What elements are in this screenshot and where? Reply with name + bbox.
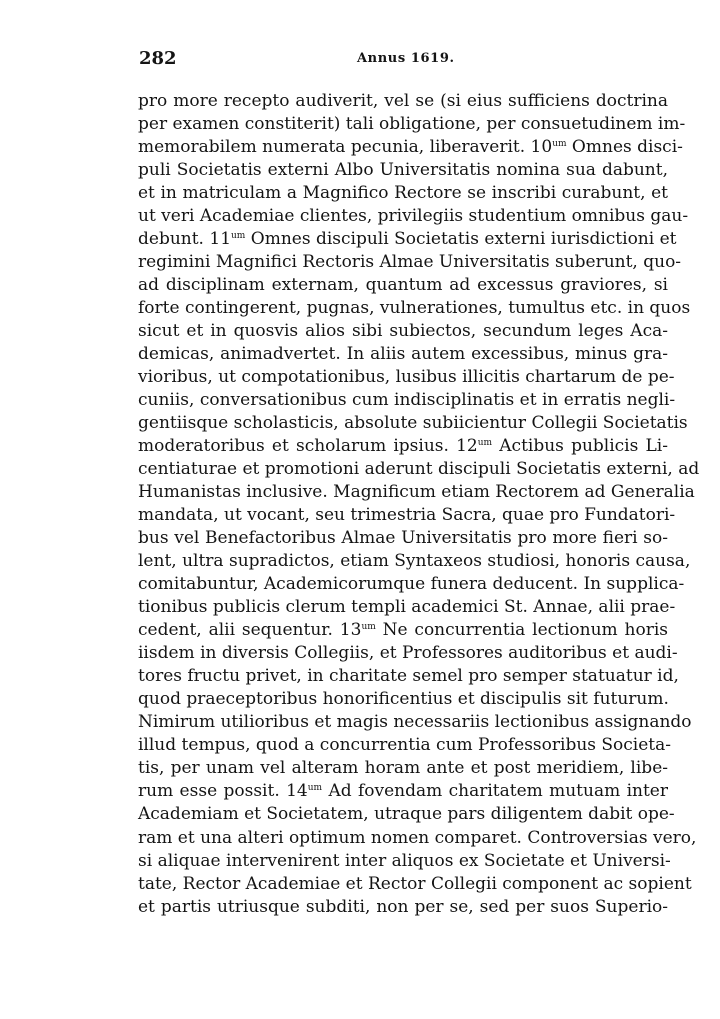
text-line: moderatoribus et scholarum ipsius. $12^{um}$ Actibus publicis Li- [138,436,668,457]
text-line: vioribus, ut compotationibus, lusibus illicitis chartarum de pe- [138,367,675,388]
text-line: cedent, alii sequentur. $13^{um}$ Ne concurrentia lectionum horis [138,620,668,641]
text-line: Humanistas inclusive. Magnificum etiam Rectorem ad Generalia [138,482,695,503]
text-line: tis, per unam vel alteram horam ante et post meridiem, libe- [138,758,668,779]
text-line: et partis utriusque subditi, non per se, sed per suos Superio- [138,896,668,917]
text-line: et in matriculam a Magnifico Rectore se inscribi curabunt, et [138,183,668,204]
text-line: comitabuntur, Academicorumque funera deducent. In supplica- [138,574,685,595]
text-line: mandata, ut vocant, seu trimestria Sacra, quae pro Fundatori- [138,505,676,526]
text-line: centiaturae et promotioni aderunt discipuli Societatis externi, ad [138,459,700,480]
text-line: ad disciplinam externam, quantum ad excessus graviores, si [138,275,668,296]
text-line: regimini Magnifici Rectoris Almae Universitatis suberunt, quo- [138,252,682,273]
text-line: lent, ultra supradictos, etiam Syntaxeos studiosi, honoris causa, [138,551,691,572]
body-text [138,90,700,919]
text-line: gentiisque scholasticis, absolute subiicientur Collegii Societatis [138,413,688,434]
text-line: si aliquae intervenirent inter aliquos ex Societate et Universi- [138,850,671,871]
text-line: Nimirum utilioribus et magis necessariis lectionibus assignando [138,712,692,733]
text-line: quod praeceptoribus honorificentius et discipulis sit futurum. [138,689,669,710]
text-line: memorabilem numerata pecunia, liberaverit. $10^{um}$ Omnes disci- [138,137,683,158]
text-line: cuniis, conversationibus cum indisciplinatis et in erratis negli- [138,390,676,411]
text-line: debunt. $11^{um}$ Omnes discipuli Societatis externi iurisdictioni et [138,229,677,250]
text-line: tores fructu privet, in charitate semel pro semper statuatur id, [138,666,679,687]
text-line: sicut et in quosvis alios sibi subiectos, secundum leges Aca- [138,321,668,342]
page-number: 282 [139,48,177,69]
text-line: iisdem in diversis Collegiis, et Professores auditoribus et audi- [138,643,678,664]
text-line: pro more recepto audiverit, vel se (si eius sufficiens doctrina [138,91,668,111]
text-line: illud tempus, quod a concurrentia cum Professoribus Societa- [138,735,672,756]
text-line: forte contingerent, pugnas, vulnerationes, tumultus etc. in quos [138,298,691,319]
text-line: puli Societatis externi Albo Universitatis nomina sua dabunt, [138,160,668,181]
text-line: tionibus publicis clerum templi academici St. Annae, alii prae- [138,597,676,618]
text-line: demicas, animadvertet. In aliis autem excessibus, minus gra- [138,344,668,365]
running-title: Annus 1619. [357,51,455,66]
text-line: Academiam et Societatem, utraque pars diligentem dabit ope- [138,804,675,825]
text-line: ram et una alteri optimum nomen comparet. Controversias vero, [138,827,697,848]
text-line: bus vel Benefactoribus Almae Universitatis pro more fieri so- [138,528,668,549]
text-line: per examen constiterit) tali obligatione, per consuetudinem im- [138,114,686,135]
text-line: tate, Rector Academiae et Rector Collegii component ac sopient [138,873,692,894]
text-line: ut veri Academiae clientes, privilegiis studentium omnibus gau- [138,206,689,227]
text-line: rum esse possit. $14^{um}$ Ad fovendam charitatem mutuam inter [138,781,668,802]
